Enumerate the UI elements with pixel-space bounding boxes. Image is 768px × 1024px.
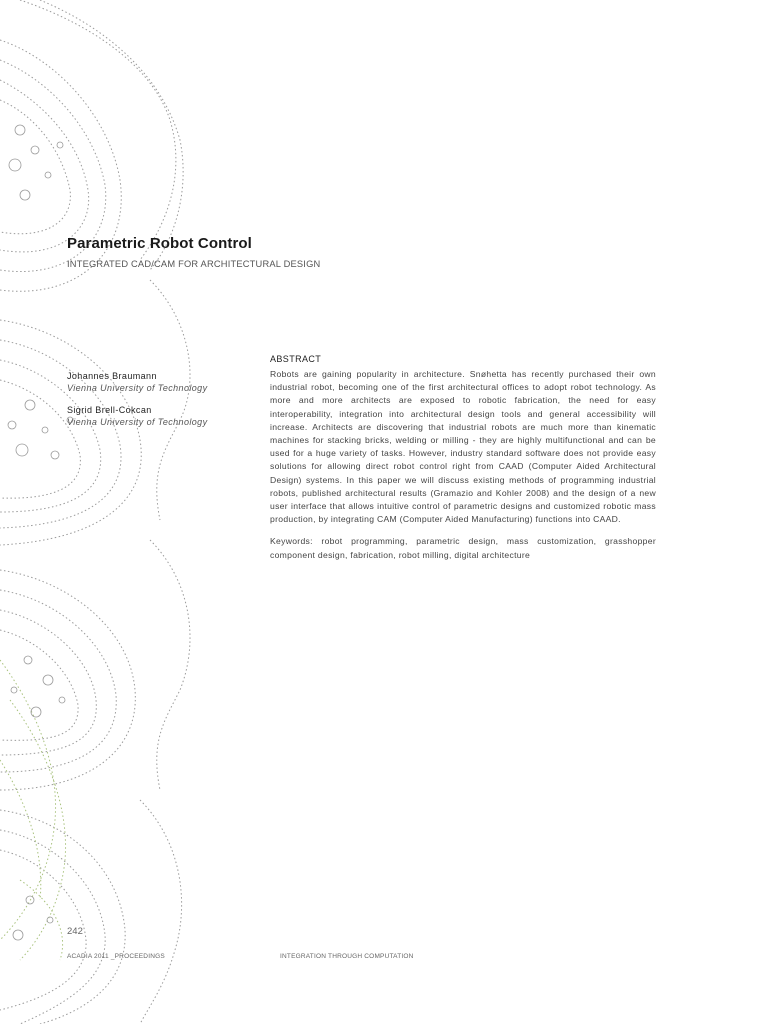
- abstract-heading: ABSTRACT: [270, 354, 322, 364]
- abstract-text: Robots are gaining popularity in architecture. Snøhetta has recently purchased their own industrial robot, becoming one of the first architectural offices to adopt robot technology. As more and more architects are exposed to robotic fabrication, the need for easy interoperability, integration into architectural design tools and general accessibility will increase. Architects are discovering that industrial robots are much more than kinematic machines for stacking bricks, welding or milling - they are highly multifunctional and can be used for a huge variety of tasks. However, industry standard software does not provide easy solutions for allowing direct robot control right from CAAD (Computer Aided Architectural Design) systems. In this paper we will discuss existing methods of programming industrial robots, published architectural results (Gramazio and Kohler 2008) and the design of a new user interface that allows intuitive control of parametric designs and customized robotic mass production, by integrating CAM (Computer Aided Manufacturing) functions into CAAD.: [270, 369, 656, 525]
- paper-subtitle: INTEGRATED CAD/CAM FOR ARCHITECTURAL DESIGN: [67, 259, 321, 269]
- footer-section-title: INTEGRATION THROUGH COMPUTATION: [280, 953, 414, 960]
- author-affiliation: Vienna University of Technology: [67, 383, 208, 393]
- author-entry: [67, 370, 247, 394]
- page-number: 242: [67, 926, 83, 937]
- authors-block: [67, 370, 247, 438]
- author-entry: [67, 404, 247, 428]
- paper-title: Parametric Robot Control: [67, 235, 252, 252]
- author-affiliation: Vienna University of Technology: [67, 417, 208, 427]
- keywords: Keywords: robot programming, parametric design, mass customization, grasshopper component design, fabrication, robot milling, digital architecture: [270, 536, 656, 560]
- author-name: Sigrid Brell-Cokcan: [67, 405, 152, 415]
- footer-proceedings: ACADIA 2011 _PROCEEDINGS: [67, 953, 165, 960]
- author-name: Johannes Braumann: [67, 371, 157, 381]
- dotted-voronoi-pattern: [0, 0, 200, 1024]
- abstract-section: [270, 354, 656, 562]
